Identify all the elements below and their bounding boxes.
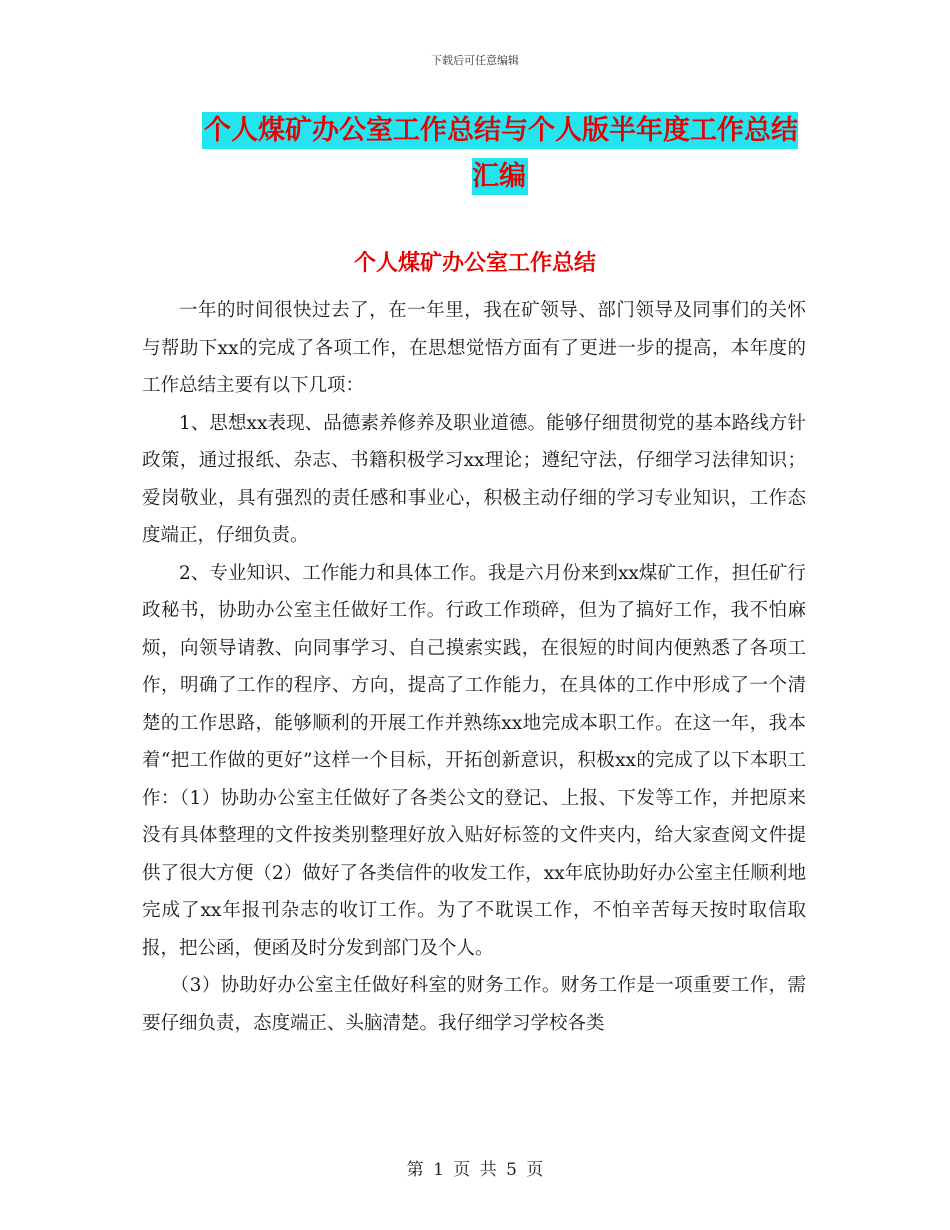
document-title: [190, 108, 810, 200]
paragraph-item-2: 2、专业知识、工作能力和具体工作。我是六月份来到xx煤矿工作，担任矿行政秘书，协助办公室主任做好工作。行政工作琐碎，但为了搞好工作，我不怕麻烦，向领导请教、向同事学习、自己摸索实践，在很短的时间内便熟悉了各项工作，明确了工作的程序、方向，提高了工作能力，在具体的工作中形成了一个清楚的工作思路，能够顺利的开展工作并熟练xx地完成本职工作。在这一年，我本着“把工作做的更好”这样一个目标，开拓创新意识，积极xx的完成了以下本职工作：（1）协助办公室主任做好了各类公文的登记、上报、下发等工作，并把原来没有具体整理的文件按类别整理好放入贴好标签的文件夹内，给大家查阅文件提供了很大方便（2）做好了各类信件的收发工作，xx年底协助好办公室主任顺利地完成了xx年报刊杂志的收订工作。为了不耽误工作，不怕辛苦每天按时取信取报，把公函，便函及时分发到部门及个人。: [142, 562, 806, 959]
page-header-note: 下载后可任意编辑: [431, 54, 519, 67]
page-footer: 第 1 页 共 5 页: [406, 1160, 544, 1180]
section-title: 个人煤矿办公室工作总结: [353, 250, 596, 276]
paragraph-item-3: （3）协助好办公室主任做好科室的财务工作。财务工作是一项重要工作，需要仔细负责，态度端正、头脑清楚。我仔细学习学校各类: [142, 975, 806, 1034]
paragraph-item-1: 1、思想xx表现、品德素养修养及职业道德。能够仔细贯彻党的基本路线方针政策，通过报纸、杂志、书籍积极学习xx理论；遵纪守法，仔细学习法律知识；爱岗敬业，具有强烈的责任感和事业心，积极主动仔细的学习专业知识，工作态度端正，仔细负责。: [142, 412, 806, 546]
paragraph-intro: 一年的时间很快过去了，在一年里，我在矿领导、部门领导及同事们的关怀与帮助下xx的完成了各项工作，在思想觉悟方面有了更进一步的提高，本年度的工作总结主要有以下几项：: [142, 300, 806, 396]
document-title-text: 个人煤矿办公室工作总结与个人版半年度工作总结汇编: [202, 112, 798, 195]
document-body: [142, 292, 806, 1042]
